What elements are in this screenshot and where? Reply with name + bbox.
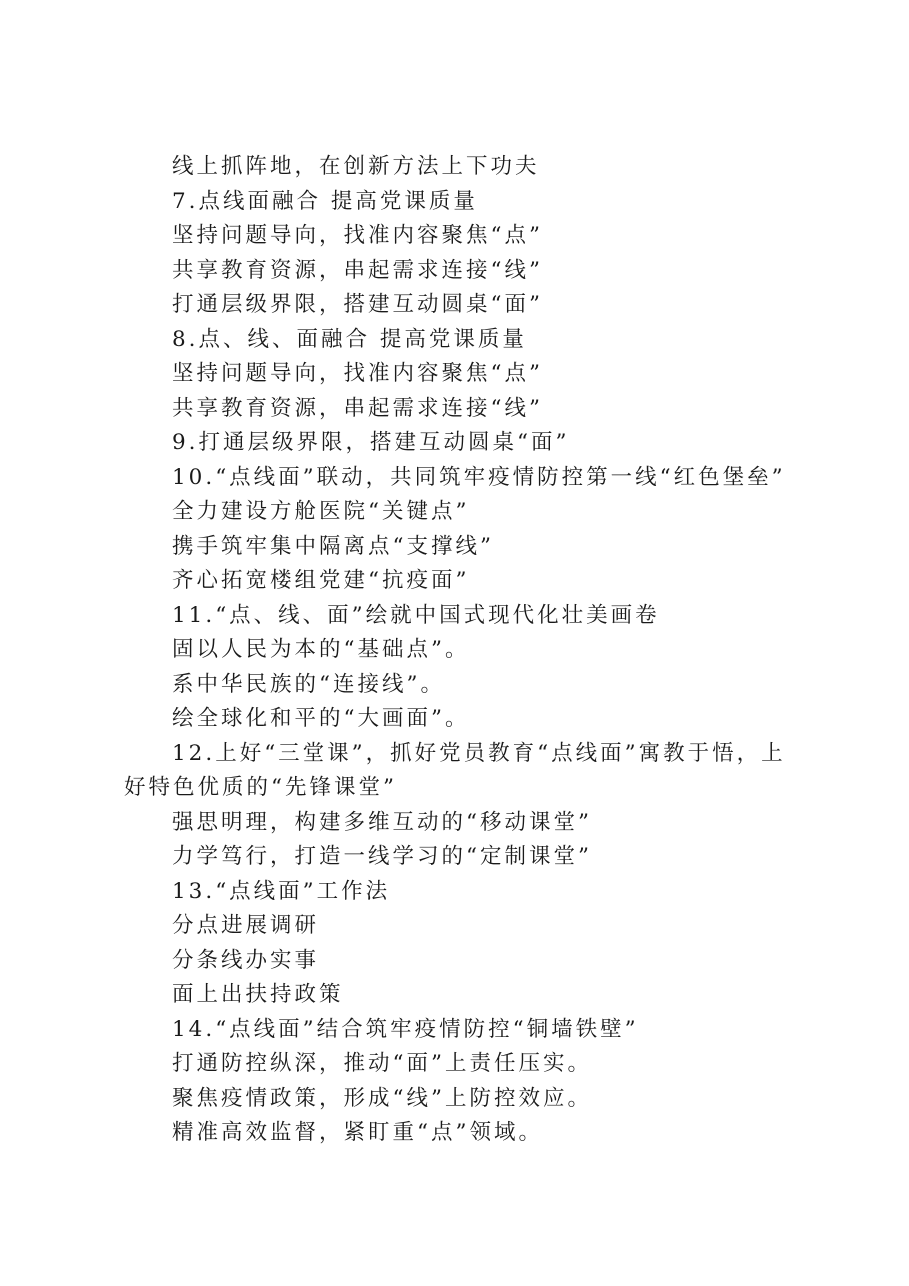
paragraph: 共享教育资源，串起需求连接“线” xyxy=(172,257,543,283)
paragraph: 坚持问题导向，找准内容聚焦“点” xyxy=(172,223,543,248)
paragraph: 携手筑牢集中隔离点“支撑线” xyxy=(172,533,494,559)
paragraph: 分点进展调研 xyxy=(172,913,320,938)
paragraph: 13.“点线面”工作法 xyxy=(172,878,391,904)
paragraph: 齐心拓宽楼组党建“抗疫面” xyxy=(172,568,470,593)
paragraph: 全力建设方舱医院“关键点” xyxy=(172,499,470,524)
paragraph: 固以人民为本的“基础点”。 xyxy=(172,637,470,662)
paragraph: 共享教育资源，串起需求连接“线” xyxy=(172,395,543,421)
paragraph: 坚持问题导向，找准内容聚焦“点” xyxy=(172,361,543,386)
paragraph: 10.“点线面”联动，共同筑牢疫情防控第一线“红色堡垒” xyxy=(172,464,786,490)
paragraph: 分条线办实事 xyxy=(172,947,320,973)
paragraph: 强思明理，构建多维互动的“移动课堂” xyxy=(172,809,592,835)
paragraph: 绘全球化和平的“大画面”。 xyxy=(172,706,470,731)
paragraph: 线上抓阵地，在创新方法上下功夫 xyxy=(172,154,540,179)
paragraph: 打通防控纵深，推动“面”上责任压实。 xyxy=(172,1051,592,1076)
paragraph: 打通层级界限，搭建互动圆桌“面” xyxy=(172,292,543,317)
paragraph: 8.点、线、面融合 提高党课质量 xyxy=(172,326,527,352)
paragraph: 14.“点线面”结合筑牢疫情防控“铜墙铁壁” xyxy=(172,1016,639,1042)
paragraph: 力学笃行，打造一线学习的“定制课堂” xyxy=(172,844,592,869)
document-body xyxy=(124,150,800,1151)
paragraph: 7.点线面融合 提高党课质量 xyxy=(172,188,478,214)
paragraph: 面上出扶持政策 xyxy=(172,982,344,1007)
paragraph: 聚焦疫情政策，形成“线”上防控效应。 xyxy=(172,1085,592,1111)
paragraph: 精准高效监督，紧盯重“点”领域。 xyxy=(172,1120,543,1145)
paragraph: 系中华民族的“连接线”。 xyxy=(172,671,445,697)
paragraph: 11.“点、线、面”绘就中国式现代化壮美画卷 xyxy=(172,602,660,628)
paragraph: 9.打通层级界限，搭建互动圆桌“面” xyxy=(172,430,570,455)
paragraph: 12.上好“三堂课”，抓好党员教育“点线面”寓教于悟，上好特色优质的“先锋课堂” xyxy=(124,740,786,800)
